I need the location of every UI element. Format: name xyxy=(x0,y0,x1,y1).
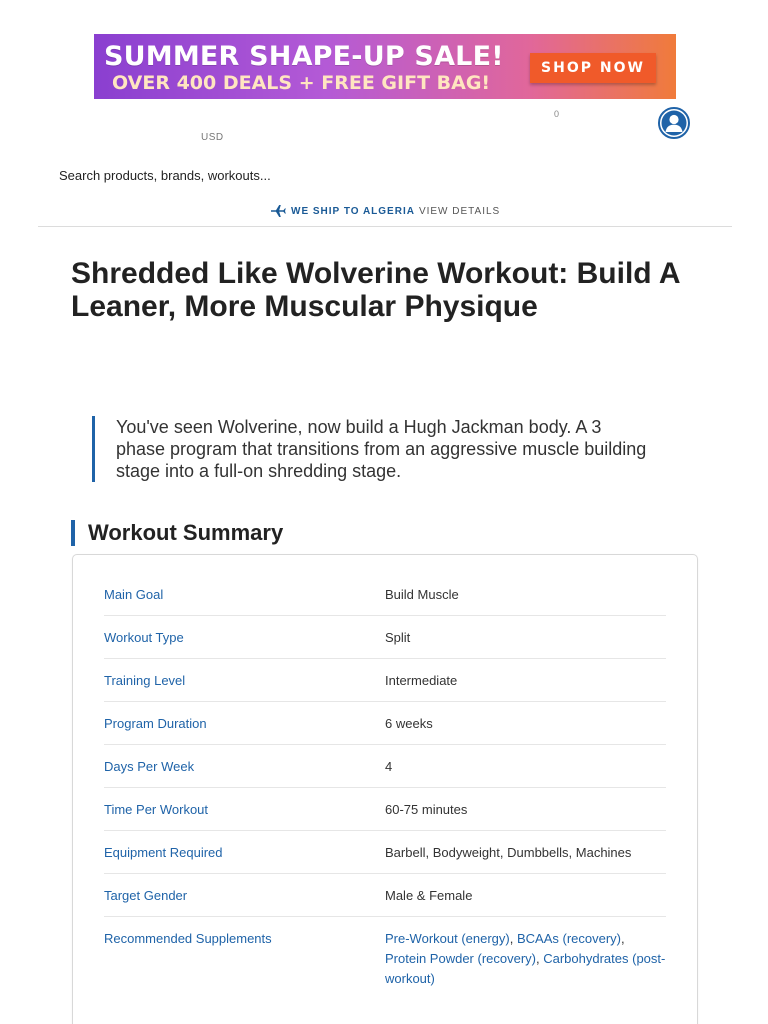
row-value: Build Muscle xyxy=(385,587,459,602)
row-value: Split xyxy=(385,630,411,645)
row-value: Pre-Workout (energy), BCAAs (recovery), Protein Powder (recovery), Carbohydrates (post-workout) xyxy=(385,931,666,986)
search-input[interactable] xyxy=(59,166,479,184)
row-label[interactable]: Program Duration xyxy=(104,716,207,731)
table-row xyxy=(104,702,666,745)
table-row xyxy=(104,917,666,1017)
row-label[interactable]: Main Goal xyxy=(104,587,164,602)
banner-subheadline: OVER 400 DEALS + FREE GIFT BAG! xyxy=(112,72,491,94)
user-circle-icon[interactable] xyxy=(658,107,690,139)
supplement-link[interactable]: Pre-Workout (energy) xyxy=(385,931,510,946)
view-details-link[interactable]: VIEW DETAILS xyxy=(418,205,501,217)
row-label[interactable]: Target Gender xyxy=(104,888,188,903)
row-label[interactable]: Time Per Workout xyxy=(104,802,209,817)
table-row xyxy=(104,788,666,831)
row-label[interactable]: Days Per Week xyxy=(104,759,195,774)
row-label[interactable]: Training Level xyxy=(104,673,186,688)
intro-quote: You've seen Wolverine, now build a Hugh Jackman body. A 3 phase program that transitions from an aggressive muscle building stage into a full-on shredding stage. xyxy=(92,416,652,482)
row-label[interactable]: Recommended Supplements xyxy=(104,931,272,946)
row-value: Intermediate xyxy=(385,673,458,688)
banner-headline: SUMMER SHAPE-UP SALE! xyxy=(104,41,504,72)
row-value: 6 weeks xyxy=(385,716,433,731)
promo-banner[interactable] xyxy=(94,34,676,99)
workout-summary-table xyxy=(72,554,698,1024)
currency-selector[interactable]: USD xyxy=(201,132,224,143)
row-label[interactable]: Workout Type xyxy=(104,630,184,645)
row-label[interactable]: Equipment Required xyxy=(104,845,223,860)
shop-now-button[interactable]: SHOP NOW xyxy=(530,53,656,83)
table-row xyxy=(104,745,666,788)
row-value: 60-75 minutes xyxy=(385,802,468,817)
cart-count[interactable]: 0 xyxy=(554,109,560,119)
workout-summary-heading: Workout Summary xyxy=(71,520,283,546)
shipping-notice xyxy=(270,203,500,219)
airplane-icon xyxy=(270,204,286,218)
table-row xyxy=(104,573,666,616)
supplement-link[interactable]: Protein Powder (recovery) xyxy=(385,951,536,966)
table-row xyxy=(104,616,666,659)
table-row xyxy=(104,659,666,702)
row-value: Male & Female xyxy=(385,888,473,903)
table-row xyxy=(104,831,666,874)
table-row xyxy=(104,874,666,917)
header-divider xyxy=(38,226,732,227)
row-value: Barbell, Bodyweight, Dumbbells, Machines xyxy=(385,845,632,860)
ship-to-label: WE SHIP TO ALGERIA xyxy=(291,205,415,217)
row-value: 4 xyxy=(385,759,393,774)
supplement-link[interactable]: Carbohydrates (post-workout) xyxy=(385,951,666,986)
page-title: Shredded Like Wolverine Workout: Build A Leaner, More Muscular Physique xyxy=(71,257,680,323)
supplement-link[interactable]: BCAAs (recovery) xyxy=(516,931,622,946)
